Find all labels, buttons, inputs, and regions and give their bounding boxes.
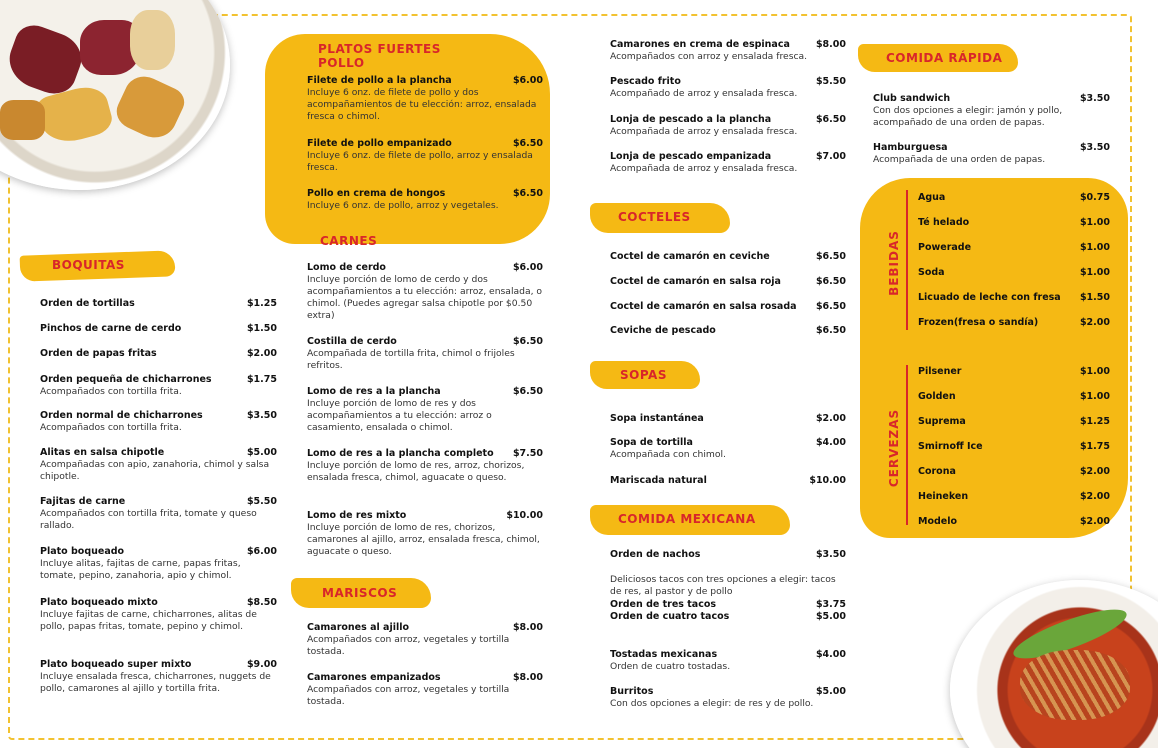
menu-item-row [610,686,846,698]
menu-item-description: Acompañados con arroz y ensalada fresca. [610,51,808,62]
menu-item-description: Acompañados con arroz, vegetales y tortilla tostada. [307,684,510,707]
menu-item-row [307,510,543,522]
drink-price: $1.25 [1079,416,1110,427]
drink-name: Licuado de leche con fresa [918,292,1061,303]
menu-item-name: Orden de nachos [610,549,701,560]
menu-item-description: Incluye ensalada fresca, chicharrones, nuggets de pollo, camarones al ajillo y tortilla frita. [40,671,271,694]
section-title-mariscos: MARISCOS [322,586,398,600]
menu-item-description: Incluye 6 onz. de filete de pollo y dos acompañamientos de tu elección: arroz, ensalada fresca o chimol. [307,87,537,122]
section-title-platos-fuertes [318,42,441,70]
drink-name: Suprema [918,416,966,427]
drink-name: Agua [918,192,946,203]
menu-item [40,410,277,434]
menu-item-price: $9.00 [246,659,277,670]
menu-item-price: $1.25 [246,298,277,309]
menu-item-price: $5.00 [815,686,846,697]
menu-item [873,142,1110,166]
menu-item-row [307,336,543,348]
menu-item-name: Orden normal de chicharrones [40,410,203,421]
menu-item-row [40,597,277,609]
drink-price: $1.50 [1079,292,1110,303]
drink-item [918,466,1110,477]
menu-item-name: Ceviche de pescado [610,325,716,336]
section-title-bebidas: BEBIDAS [887,230,902,296]
menu-item-name: Lomo de res mixto [307,510,407,521]
menu-item-row [307,138,543,150]
menu-item-row [40,298,277,310]
menu-item [40,447,277,483]
menu-item-description: Incluye porción de lomo de cerdo y dos acompañamientos a tu elección: arroz, ensalada, o chimol. (Puedes agregar salsa chipotle por $0.50 extra) [307,274,543,321]
menu-item [610,76,846,100]
menu-item-name: Coctel de camarón en salsa roja [610,276,781,287]
menu-item-name: Tostadas mexicanas [610,649,718,660]
menu-item-price: $6.50 [815,251,846,262]
drink-price: $0.75 [1079,192,1110,203]
menu-item-price: $6.50 [815,114,846,125]
menu-item-description: Con dos opciones a elegir: de res y de pollo. [610,698,814,709]
menu-item-price: $2.00 [815,413,846,424]
menu-item [307,622,543,658]
menu-item-name: Club sandwich [873,93,951,104]
menu-item-price: $5.50 [246,496,277,507]
menu-item-price: $3.50 [246,410,277,421]
menu-item [307,336,543,372]
menu-item [610,649,846,673]
drink-name: Té helado [918,217,970,228]
menu-item-price: $8.00 [512,622,543,633]
drink-name: Pilsener [918,366,962,377]
menu-item-name: Filete de pollo a la plancha [307,75,452,86]
menu-item-price: $7.50 [512,448,543,459]
drink-price: $1.00 [1079,267,1110,278]
drink-item [918,416,1110,427]
menu-item-name: Filete de pollo empanizado [307,138,452,149]
menu-item-row [610,611,846,623]
menu-item-name: Camarones en crema de espinaca [610,39,790,50]
menu-item-row [40,546,277,558]
pollo-title: POLLO [318,56,365,70]
menu-item-price: $2.00 [246,348,277,359]
menu-item [307,448,543,484]
menu-item-description: Acompañado de arroz y ensalada fresca. [610,88,798,99]
menu-item-name: Lomo de res a la plancha completo [307,448,494,459]
menu-item-name: Sopa instantánea [610,413,704,424]
menu-item-price: $8.50 [246,597,277,608]
menu-item-price: $6.00 [246,546,277,557]
menu-item-row [873,142,1110,154]
menu-item-price: $3.50 [1079,142,1110,153]
drink-name: Powerade [918,242,972,253]
drink-item [918,192,1110,203]
bebidas-divider [906,190,908,330]
menu-item-description: Incluye porción de lomo de res, arroz, chorizos, ensalada fresca, chimol, aguacate o queso. [307,460,525,483]
menu-item-row [307,672,543,684]
drink-name: Smirnoff Ice [918,441,983,452]
drink-item [918,366,1110,377]
menu-item-price: $6.50 [815,301,846,312]
menu-item-description: Orden de cuatro tostadas. [610,661,731,672]
menu-item-row [610,649,846,661]
menu-item [610,475,846,487]
menu-item-price: $6.50 [512,138,543,149]
platos-fuertes-title: PLATOS FUERTES [318,42,441,56]
menu-item-description: Acompañada de arroz y ensalada fresca. [610,126,798,137]
menu-item [307,386,543,434]
menu-item-description: Incluye porción de lomo de res, chorizos, camarones al ajillo, arroz, ensalada fresca, chimol, aguacate o queso. [307,522,540,557]
menu-item-row [40,323,277,335]
menu-item-description: Acompañados con tortilla frita. [40,386,182,397]
menu-item-row [610,325,846,337]
menu-item-name: Plato boqueado mixto [40,597,158,608]
drink-item [918,391,1110,402]
section-title-carnes: CARNES [320,234,378,248]
menu-item-row [307,386,543,398]
menu-item [610,301,846,313]
menu-item-price: $5.00 [246,447,277,458]
menu-item-name: Coctel de camarón en salsa rosada [610,301,797,312]
menu-item-row [40,410,277,422]
menu-item-price: $5.00 [815,611,846,622]
menu-item-price: $3.75 [815,599,846,610]
menu-item-row [307,622,543,634]
menu-item-row [610,599,846,611]
menu-item-name: Coctel de camarón en ceviche [610,251,770,262]
menu-item-description: Acompañada de tortilla frita, chimol o frijoles refritos. [307,348,515,371]
menu-item-row [610,151,846,163]
menu-item [610,599,846,611]
menu-item [610,413,846,425]
menu-item-name: Costilla de cerdo [307,336,397,347]
menu-item-description: Con dos opciones a elegir: jamón y pollo, acompañado de una orden de papas. [873,105,1063,128]
menu-item-name: Orden de cuatro tacos [610,611,730,622]
menu-item [307,75,543,123]
drink-item [918,441,1110,452]
menu-item [40,374,277,398]
menu-item [40,546,277,582]
menu-item-name: Pinchos de carne de cerdo [40,323,182,334]
menu-item-row [610,549,846,561]
menu-item-price: $6.50 [512,336,543,347]
menu-item-name: Sopa de tortilla [610,437,693,448]
tacos-description: Deliciosos tacos con tres opciones a elegir: tacos de res, al pastor y de pollo [610,574,836,597]
menu-item-name: Mariscada natural [610,475,707,486]
menu-item-row [307,448,543,460]
menu-item [610,251,846,263]
menu-item-row [873,93,1110,105]
drink-name: Modelo [918,516,958,527]
drink-item [918,491,1110,502]
menu-item-row [610,437,846,449]
menu-item-price: $1.75 [246,374,277,385]
menu-item [610,39,846,63]
drink-price: $2.00 [1079,491,1110,502]
menu-item-name: Camarones al ajillo [307,622,410,633]
menu-item-price: $4.00 [815,649,846,660]
menu-item-row [610,475,846,487]
menu-item-row [610,413,846,425]
menu-item-price: $10.00 [506,510,543,521]
menu-item-description: Incluye alitas, fajitas de carne, papas fritas, tomate, pepino, zanahoria, apio y chimol. [40,558,241,581]
menu-item [610,114,846,138]
menu-item-row [610,76,846,88]
menu-item-price: $1.50 [246,323,277,334]
menu-item-price: $6.50 [815,325,846,336]
drink-item [918,292,1110,303]
menu-item-description: Incluye porción de lomo de res y dos acompañamientos a tu elección: arroz o casamiento, ensalada o chimol. [307,398,492,433]
menu-item-price: $4.00 [815,437,846,448]
menu-item-name: Pollo en crema de hongos [307,188,446,199]
menu-item-name: Orden de tres tacos [610,599,717,610]
menu-item-price: $8.00 [512,672,543,683]
menu-item-row [610,276,846,288]
menu-item-price: $3.50 [1079,93,1110,104]
menu-item-row [610,251,846,263]
menu-item [40,323,277,335]
menu-item-row [40,348,277,360]
menu-item [610,325,846,337]
bebidas-label-band [880,198,908,328]
drink-item [918,242,1110,253]
menu-item-name: Hamburguesa [873,142,948,153]
menu-item-name: Lomo de res a la plancha [307,386,441,397]
drink-name: Golden [918,391,956,402]
menu-item-name: Orden de tortillas [40,298,135,309]
menu-item-row [610,114,846,126]
menu-item [610,151,846,175]
menu-item-row [40,374,277,386]
menu-item-name: Pescado frito [610,76,681,87]
drink-item [918,516,1110,527]
drink-name: Heineken [918,491,969,502]
menu-item-price: $3.50 [815,549,846,560]
section-title-cervezas: CERVEZAS [887,408,902,487]
menu-item-description: Incluye fajitas de carne, chicharrones, alitas de pollo, papas fritas, tomate, pepino y chimol. [40,609,257,632]
drink-item [918,267,1110,278]
menu-item-name: Plato boqueado [40,546,125,557]
menu-item-row [307,75,543,87]
menu-item [610,549,846,561]
menu-item-name: Orden de papas fritas [40,348,157,359]
cervezas-label-band [880,370,908,525]
menu-item-row [610,301,846,313]
menu-item [307,510,543,558]
menu-item-name: Lomo de cerdo [307,262,386,273]
menu-item-name: Burritos [610,686,654,697]
menu-item-row [307,188,543,200]
menu-item [610,437,846,461]
menu-item-description: Acompañadas con apio, zanahoria, chimol y salsa chipotle. [40,459,270,482]
menu-item-name: Camarones empanizados [307,672,441,683]
menu-item-name: Alitas en salsa chipotle [40,447,165,458]
menu-item-name: Lonja de pescado empanizada [610,151,772,162]
drink-price: $1.00 [1079,391,1110,402]
menu-item-description: Acompañada con chimol. [610,449,726,460]
menu-item-row [40,496,277,508]
menu-item-price: $6.00 [512,75,543,86]
drink-price: $2.00 [1079,516,1110,527]
menu-item-price: $8.00 [815,39,846,50]
menu-item-description: Acompañados con tortilla frita, tomate y queso rallado. [40,508,257,531]
menu-item-name: Lonja de pescado a la plancha [610,114,772,125]
menu-item [40,659,277,695]
section-title-sopas: SOPAS [620,368,667,382]
menu-item-row [40,447,277,459]
section-title-cocteles: COCTELES [618,210,691,224]
section-title-comida-mexicana: COMIDA MEXICANA [618,512,756,526]
menu-item-price: $5.50 [815,76,846,87]
menu-item-row [610,39,846,51]
menu-item-description: Incluye 6 onz. de pollo, arroz y vegetales. [307,200,499,211]
section-title-boquitas: BOQUITAS [52,258,125,272]
menu-item [610,686,846,710]
drink-price: $2.00 [1079,317,1110,328]
menu-item-row [307,262,543,274]
menu-item [40,348,277,360]
menu-item [307,188,543,212]
menu-item-row [40,659,277,671]
drink-price: $1.00 [1079,217,1110,228]
menu-item-description: Acompañados con tortilla frita. [40,422,182,433]
drink-name: Corona [918,466,956,477]
menu-item-description: Incluye 6 onz. de filete de pollo, arroz y ensalada fresca. [307,150,533,173]
drink-price: $1.75 [1079,441,1110,452]
menu-item [307,138,543,174]
drink-name: Soda [918,267,945,278]
menu-item-description: Acompañada de una orden de papas. [873,154,1046,165]
menu-item-name: Plato boqueado super mixto [40,659,192,670]
drink-item [918,217,1110,228]
drink-item [918,317,1110,328]
menu-item [307,672,543,708]
menu-item [610,276,846,288]
menu-item-name: Orden pequeña de chicharrones [40,374,212,385]
drink-price: $1.00 [1079,242,1110,253]
menu-item-price: $6.50 [512,386,543,397]
menu-item-description: Acompañados con arroz, vegetales y tortilla tostada. [307,634,510,657]
cervezas-divider [906,365,908,525]
menu-item-price: $10.00 [809,475,846,486]
drink-price: $1.00 [1079,366,1110,377]
section-title-comida-rapida: COMIDA RÁPIDA [886,51,1003,65]
menu-item [307,262,543,322]
menu-item [610,611,846,623]
menu-item-price: $7.00 [815,151,846,162]
menu-item [40,496,277,532]
drink-price: $2.00 [1079,466,1110,477]
menu-item-description: Acompañada de arroz y ensalada fresca. [610,163,798,174]
menu-item [40,597,277,633]
menu-item-name: Fajitas de carne [40,496,126,507]
menu-item [40,298,277,310]
menu-item-price: $6.50 [815,276,846,287]
menu-item [873,93,1110,129]
menu-item-price: $6.00 [512,262,543,273]
menu-item-price: $6.50 [512,188,543,199]
drink-name: Frozen(fresa o sandía) [918,317,1039,328]
